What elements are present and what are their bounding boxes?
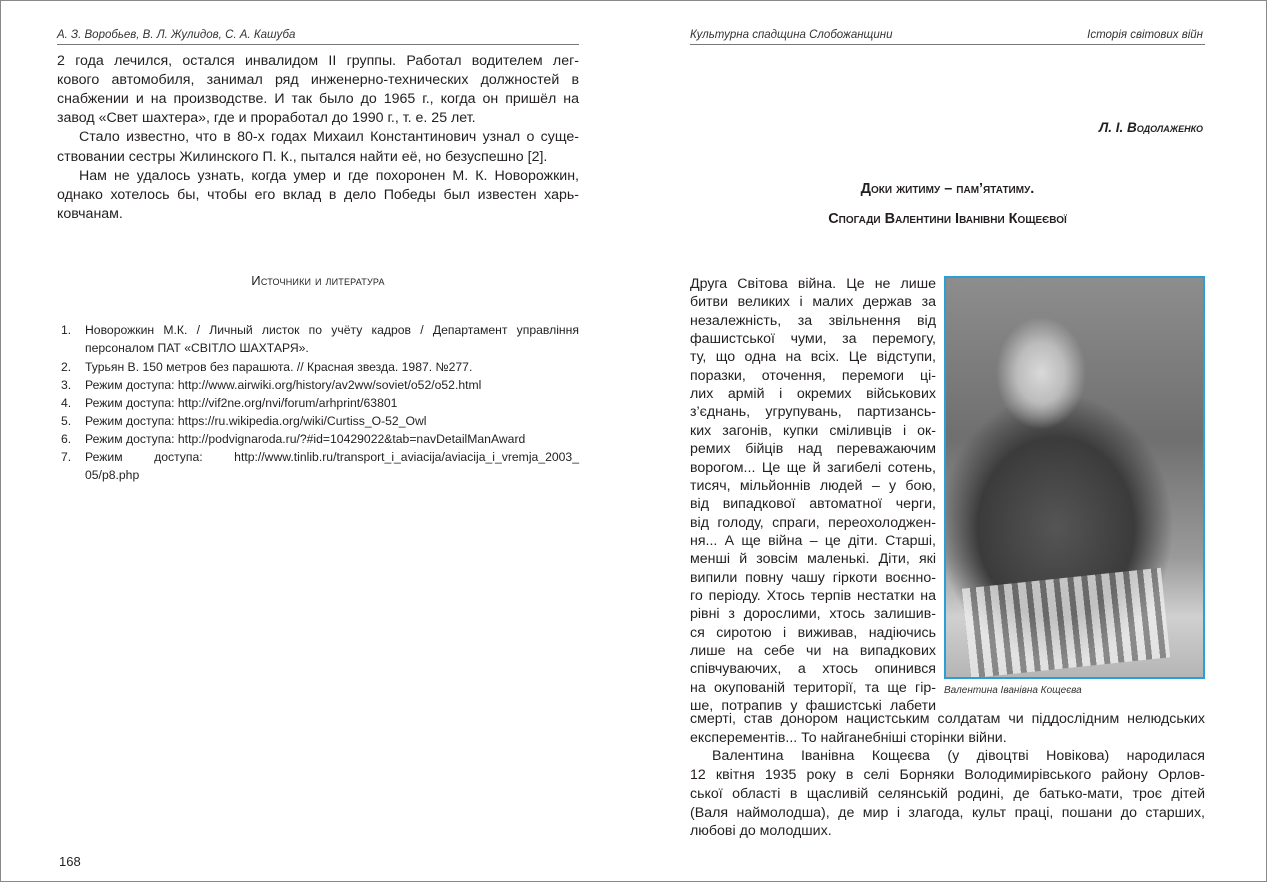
- reference-number: 4.: [61, 396, 72, 410]
- photo-documents: [962, 568, 1170, 678]
- reference-number: 2.: [61, 360, 72, 374]
- reference-item: [57, 358, 579, 376]
- text-line: ковчанам.: [57, 205, 123, 222]
- article-subtitle: Спогади Валентини Іванівни Кощеєвої: [828, 211, 1067, 227]
- text-line: ворогом... Це ще й загибелі сотень,: [690, 459, 936, 476]
- text-line: го періоду. Хтось терпів нестатки на: [690, 587, 936, 604]
- text-line: співчуваючих, а хтось опинився: [690, 661, 936, 678]
- text-line: лих армій і окремих військових: [690, 386, 936, 403]
- reference-item: [57, 430, 579, 448]
- reference-text: Режим доступа: http://www.tinlib.ru/transport_i_aviacija/aviacija_i_vremja_2003_ 05/p8.php: [85, 450, 579, 482]
- text-line: поразки, оточення, перемоги ці-: [690, 367, 936, 384]
- text-line: експерементів... То найганебніші сторінки війни.: [690, 729, 1007, 746]
- reference-number: 3.: [61, 378, 72, 392]
- header-rule: [57, 44, 579, 45]
- reference-text: Режим доступа: http://www.airwiki.org/history/av2ww/soviet/o52/o52.html: [85, 378, 482, 392]
- text-line: ких загонів, купки сміливців і ок-: [690, 422, 936, 439]
- text-line: на окупованій території, та ще гір-: [690, 679, 936, 696]
- text-line: ської області в щасливій селянській родині, де батько-мати, троє дітей: [690, 785, 1205, 802]
- running-head-authors: А. З. Воробьев, В. Л. Жулидов, С. А. Кашуба: [57, 29, 296, 41]
- reference-text: Режим доступа: http://podvignaroda.ru/?#id=10429022&tab=navDetailManAward: [85, 432, 526, 446]
- text-line: смерті, став донором нацистським солдатам чи піддослідним нелюдських: [690, 711, 1205, 727]
- text-line: 12 квітня 1935 року в селі Борняки Володимирівського району Орлов-: [690, 767, 1205, 784]
- text-line: менші й зовсім маленькі. Діти, які: [690, 551, 936, 568]
- photo-caption: Валентина Іванівна Кощеєва: [944, 685, 1082, 696]
- text-line: випили повну чашу гіркоти воєнно-: [690, 569, 936, 586]
- reference-item: [57, 412, 579, 430]
- text-line: фашистської чуми, за перемогу,: [690, 331, 936, 348]
- text-line: незалежність, за звільнення від: [690, 312, 936, 329]
- sources-heading: Источники и литература: [251, 273, 385, 288]
- reference-number: 5.: [61, 414, 72, 428]
- portrait-photo: [944, 276, 1205, 679]
- text-line: (Валя наймолодша), де мир і злагода, культ праці, пошани до старших,: [690, 804, 1205, 821]
- reference-number: 1.: [61, 323, 72, 337]
- text-line: з’єднань, угрупувань, партизансь-: [690, 404, 936, 421]
- text-line: битви великих і малих держав за: [690, 294, 936, 311]
- reference-text: Режим доступа: https://ru.wikipedia.org/wiki/Curtiss_O-52_Owl: [85, 414, 427, 428]
- reference-text: Режим доступа: http://vif2ne.org/nvi/forum/arhprint/63801: [85, 396, 398, 410]
- text-line: однако хотелось бы, чтобы его вклад в дело Победы был известен харь-: [57, 186, 579, 203]
- text-line: ремих бійців над переважаючим: [690, 441, 936, 458]
- text-line: любові до молодших.: [690, 823, 832, 840]
- text-line: 2 года лечился, остался инвалидом II группы. Работал водителем лег-: [57, 53, 579, 69]
- text-line: від випадкової автоматної черги,: [690, 496, 936, 513]
- reference-text: Новорожкин М.К. / Личный листок по учёту кадров / Департамент управління персоналом ПАТ «СВІТЛО ШАХТАРЯ».: [85, 323, 579, 355]
- reference-number: 6.: [61, 432, 72, 446]
- text-line: Валентина Іванівна Кощеєва (у дівоцтві Новікова) народилася: [712, 748, 1205, 765]
- text-line: Нам не удалось узнать, когда умер и где похоронен М. К. Новорожкин,: [79, 167, 579, 184]
- article-title: Доки житиму – пам’ятатиму.: [860, 181, 1035, 197]
- text-line: завод «Свет шахтера», где и проработал до 1990 г., т. е. 25 лет.: [57, 110, 476, 127]
- reference-item: [57, 394, 579, 412]
- text-line: від голоду, спраги, переохолоджен-: [690, 514, 936, 531]
- reference-number: 7.: [61, 450, 72, 464]
- text-line: лише на себе чи на випадкових: [690, 643, 936, 659]
- reference-item: [57, 448, 579, 484]
- header-rule: [690, 44, 1205, 45]
- text-line: тисяч, мільйоннів людей – у бою,: [690, 477, 936, 494]
- text-line: кового автомобиля, занимал ряд инженерно-технических должностей в: [57, 72, 579, 89]
- reference-item: [57, 376, 579, 394]
- text-line: ствовании сестры Жилинского П. К., пытался найти её, но безуспешно [2].: [57, 148, 548, 165]
- reference-item: [57, 321, 579, 357]
- running-head-journal: Культурна спадщина Слобожанщини: [690, 29, 893, 41]
- text-line: ту, що одна на всіх. Це відступи,: [690, 349, 936, 366]
- text-line: снабжении и на производстве. И так было до 1965 г., когда он пришёл на: [57, 91, 579, 108]
- article-author: Л. І. Водолаженко: [1099, 120, 1203, 135]
- text-line: Друга Світова війна. Це не лише: [690, 276, 936, 292]
- text-line: ня... А ще війна – це діти. Старші,: [690, 532, 936, 549]
- text-line: Стало известно, что в 80-х годах Михаил Константинович узнал о суще-: [79, 129, 579, 146]
- running-head-section: Історія світових війн: [1087, 29, 1203, 41]
- text-line: рівні з дорослими, хтось залишив-: [690, 606, 936, 623]
- reference-text: Турьян В. 150 метров без парашюта. // Красная звезда. 1987. №277.: [85, 360, 473, 374]
- page-number: 168: [59, 854, 81, 869]
- text-line: ся сиротою і виживав, надіючись: [690, 624, 936, 641]
- text-line: ше, потрапив у фашистські лабети: [690, 698, 936, 715]
